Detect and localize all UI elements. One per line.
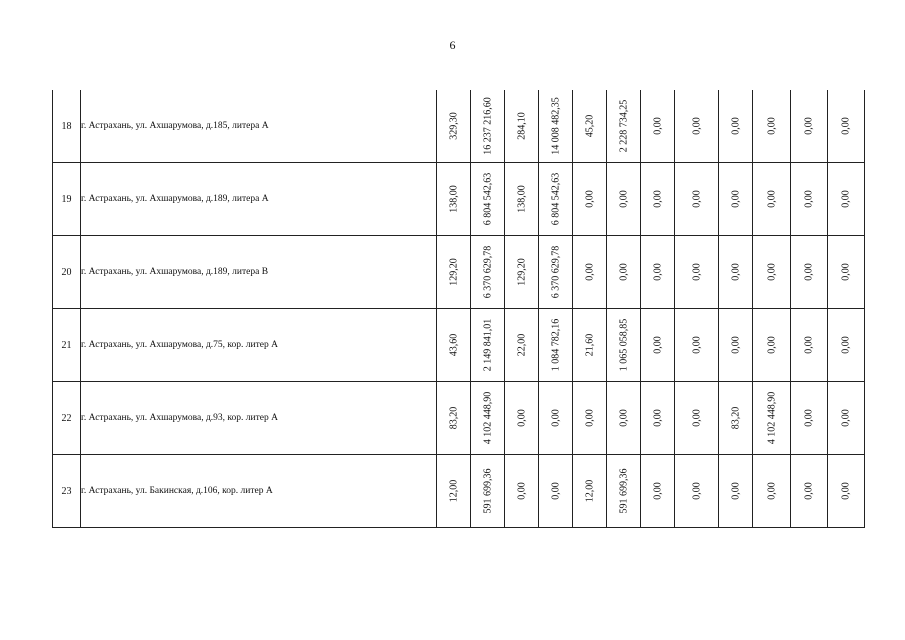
value-text: 0,00 <box>766 263 777 281</box>
value-text: 4 102 448,90 <box>482 391 493 445</box>
value-cell <box>505 90 539 163</box>
value-text: 0,00 <box>730 336 741 354</box>
value-cell <box>675 382 719 455</box>
value-text: 0,00 <box>516 409 527 427</box>
value-text: 129,20 <box>516 258 527 286</box>
value-text: 0,00 <box>691 409 702 427</box>
value-text: 0,00 <box>691 263 702 281</box>
value-text: 0,00 <box>550 409 561 427</box>
value-cell <box>573 455 607 528</box>
value-cell <box>573 90 607 163</box>
value-cell <box>753 455 791 528</box>
value-text: 0,00 <box>840 263 852 281</box>
value-cell <box>471 382 505 455</box>
value-cell <box>791 455 828 528</box>
value-cell <box>539 455 573 528</box>
value-text: 0,00 <box>803 482 815 500</box>
value-text: 0,00 <box>652 117 663 135</box>
value-cell <box>791 90 828 163</box>
value-cell <box>753 90 791 163</box>
value-cell <box>675 309 719 382</box>
value-text: 0,00 <box>803 336 815 354</box>
value-cell <box>607 382 641 455</box>
value-text: 6 370 629,78 <box>482 245 493 299</box>
value-cell <box>471 455 505 528</box>
value-cell <box>753 382 791 455</box>
value-cell <box>641 309 675 382</box>
value-cell <box>471 90 505 163</box>
value-text: 0,00 <box>803 409 815 427</box>
value-text: 0,00 <box>840 190 852 208</box>
value-cell <box>791 236 828 309</box>
row-number: 21 <box>53 309 81 382</box>
value-text: 284,10 <box>516 112 527 140</box>
value-text: 138,00 <box>516 185 527 213</box>
value-text: 16 237 216,60 <box>482 97 493 155</box>
value-cell <box>573 309 607 382</box>
table-row <box>53 382 865 455</box>
address-cell: г. Астрахань, ул. Ахшарумова, д.75, кор. литер А <box>81 309 437 382</box>
value-cell <box>675 90 719 163</box>
value-cell <box>505 163 539 236</box>
value-cell <box>641 382 675 455</box>
value-text: 0,00 <box>840 482 852 500</box>
value-text: 2 228 734,25 <box>618 99 629 153</box>
value-text: 138,00 <box>448 185 459 213</box>
address-cell: г. Астрахань, ул. Ахшарумова, д.185, литера А <box>81 90 437 163</box>
value-text: 0,00 <box>766 336 777 354</box>
value-text: 0,00 <box>691 482 702 500</box>
row-number: 18 <box>53 90 81 163</box>
value-cell <box>505 382 539 455</box>
value-cell <box>641 455 675 528</box>
value-cell <box>828 309 865 382</box>
value-text: 0,00 <box>803 263 815 281</box>
value-cell <box>675 455 719 528</box>
value-text: 591 699,36 <box>618 468 629 514</box>
value-cell <box>641 163 675 236</box>
value-cell <box>471 236 505 309</box>
table-row <box>53 309 865 382</box>
value-cell <box>471 163 505 236</box>
value-cell <box>607 455 641 528</box>
table-row <box>53 90 865 163</box>
value-cell <box>828 382 865 455</box>
value-cell <box>573 163 607 236</box>
value-text: 0,00 <box>652 336 663 354</box>
value-cell <box>437 455 471 528</box>
value-text: 0,00 <box>730 263 741 281</box>
value-cell <box>675 236 719 309</box>
value-text: 0,00 <box>691 336 702 354</box>
value-cell <box>437 382 471 455</box>
value-cell <box>753 163 791 236</box>
value-text: 129,20 <box>448 258 459 286</box>
address-cell: г. Астрахань, ул. Ахшарумова, д.189, литера В <box>81 236 437 309</box>
value-cell <box>539 163 573 236</box>
value-cell <box>828 455 865 528</box>
value-cell <box>505 455 539 528</box>
value-cell <box>791 309 828 382</box>
value-cell <box>539 236 573 309</box>
value-text: 0,00 <box>840 336 852 354</box>
value-cell <box>719 236 753 309</box>
value-cell <box>828 90 865 163</box>
value-cell <box>573 382 607 455</box>
value-text: 0,00 <box>652 190 663 208</box>
value-cell <box>753 236 791 309</box>
value-cell <box>437 236 471 309</box>
value-text: 1 084 782,16 <box>550 318 561 372</box>
value-text: 43,60 <box>448 333 459 357</box>
housing-table <box>52 90 865 528</box>
value-text: 0,00 <box>618 409 629 427</box>
value-text: 0,00 <box>652 263 663 281</box>
value-text: 0,00 <box>652 482 663 500</box>
value-text: 0,00 <box>803 117 815 135</box>
value-text: 22,00 <box>516 333 527 357</box>
row-number: 19 <box>53 163 81 236</box>
value-cell <box>641 236 675 309</box>
value-text: 0,00 <box>516 482 527 500</box>
address-cell: г. Астрахань, ул. Ахшарумова, д.189, литера А <box>81 163 437 236</box>
value-text: 45,20 <box>584 114 595 138</box>
value-cell <box>539 382 573 455</box>
value-text: 0,00 <box>840 117 852 135</box>
value-text: 0,00 <box>766 190 777 208</box>
value-text: 6 370 629,78 <box>550 245 561 299</box>
value-text: 0,00 <box>803 190 815 208</box>
value-cell <box>641 90 675 163</box>
value-cell <box>505 309 539 382</box>
table-row <box>53 163 865 236</box>
value-cell <box>719 90 753 163</box>
value-cell <box>539 90 573 163</box>
table-body <box>53 90 865 528</box>
value-cell <box>828 163 865 236</box>
value-cell <box>607 163 641 236</box>
value-cell <box>437 309 471 382</box>
value-cell <box>791 163 828 236</box>
value-cell <box>719 382 753 455</box>
value-text: 0,00 <box>730 117 741 135</box>
page-number: 6 <box>449 38 456 52</box>
value-text: 0,00 <box>584 263 595 281</box>
address-cell: г. Астрахань, ул. Бакинская, д.106, кор. литер А <box>81 455 437 528</box>
table-row <box>53 455 865 528</box>
value-text: 591 699,36 <box>482 468 493 514</box>
value-text: 0,00 <box>766 482 777 500</box>
value-text: 4 102 448,90 <box>766 391 777 445</box>
value-text: 0,00 <box>691 190 702 208</box>
value-cell <box>573 236 607 309</box>
value-cell <box>719 309 753 382</box>
value-text: 0,00 <box>730 190 741 208</box>
value-cell <box>505 236 539 309</box>
address-cell: г. Астрахань, ул. Ахшарумова, д.93, кор. литер А <box>81 382 437 455</box>
value-cell <box>719 455 753 528</box>
value-cell <box>675 163 719 236</box>
value-text: 0,00 <box>550 482 561 500</box>
value-text: 0,00 <box>584 190 595 208</box>
value-text: 14 008 482,35 <box>550 97 561 155</box>
value-cell <box>539 309 573 382</box>
value-text: 0,00 <box>584 409 595 427</box>
value-text: 2 149 841,01 <box>482 318 493 372</box>
value-text: 12,00 <box>584 479 595 503</box>
value-text: 0,00 <box>840 409 852 427</box>
value-cell <box>719 163 753 236</box>
value-cell <box>828 236 865 309</box>
value-text: 83,20 <box>730 406 741 430</box>
value-cell <box>791 382 828 455</box>
value-text: 0,00 <box>618 263 629 281</box>
value-text: 83,20 <box>448 406 459 430</box>
value-text: 21,60 <box>584 333 595 357</box>
value-text: 6 804 542,63 <box>550 172 561 226</box>
value-text: 0,00 <box>766 117 777 135</box>
row-number: 22 <box>53 382 81 455</box>
row-number: 20 <box>53 236 81 309</box>
value-cell <box>607 309 641 382</box>
value-cell <box>607 236 641 309</box>
value-cell <box>437 90 471 163</box>
value-text: 0,00 <box>618 190 629 208</box>
value-text: 1 065 058,85 <box>618 318 629 372</box>
value-text: 0,00 <box>691 117 702 135</box>
value-text: 12,00 <box>448 479 459 503</box>
value-cell <box>607 90 641 163</box>
value-text: 0,00 <box>652 409 663 427</box>
value-text: 6 804 542,63 <box>482 172 493 226</box>
row-number: 23 <box>53 455 81 528</box>
value-text: 329,30 <box>448 112 459 140</box>
value-text: 0,00 <box>730 482 741 500</box>
value-cell <box>437 163 471 236</box>
value-cell <box>471 309 505 382</box>
table-row <box>53 236 865 309</box>
value-cell <box>753 309 791 382</box>
